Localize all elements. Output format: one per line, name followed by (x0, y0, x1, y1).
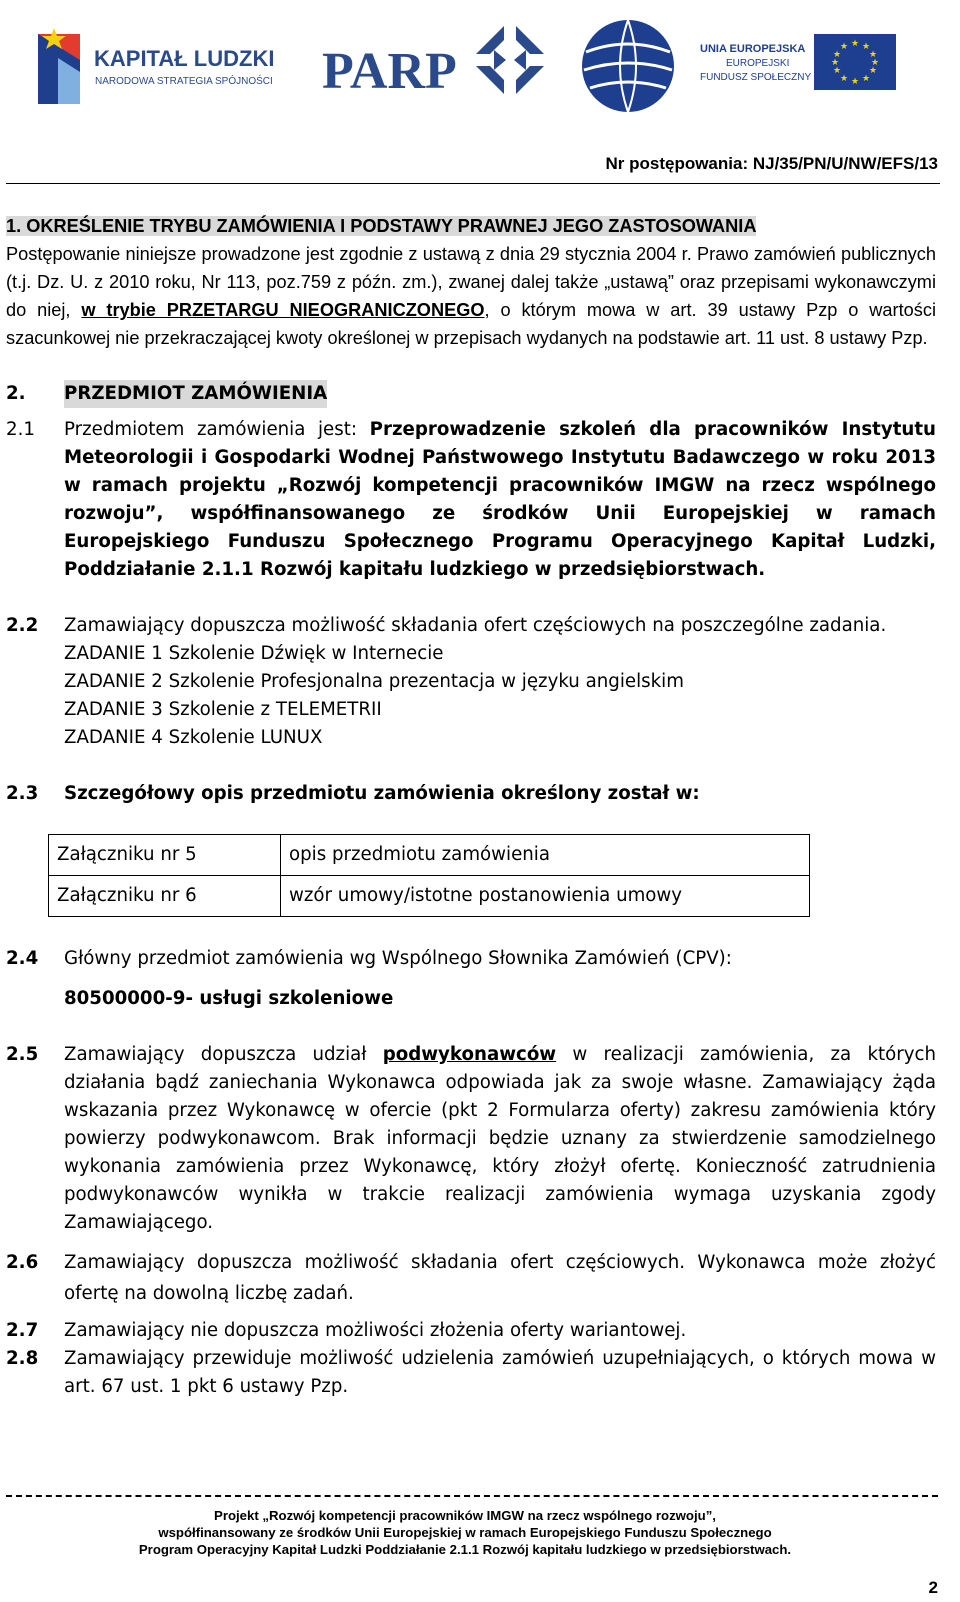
task-1: ZADANIE 1 Szkolenie Dźwięk w Internecie (64, 643, 444, 664)
page-number: 2 (928, 1578, 938, 1597)
procurement-reference-number: Nr postępowania: NJ/35/PN/U/NW/EFS/13 (605, 154, 938, 173)
item-2-8: 2.8 Zamawiający przewiduje możliwość udzielenia zamówień uzupełniających, o których mowa w art. 67 ust. 1 pkt 6 ustawy Pzp. (6, 1348, 936, 1397)
svg-text:FUNDUSZ SPOŁECZNY: FUNDUSZ SPOŁECZNY (700, 72, 812, 83)
attachment-ref: Załączniku nr 6 (49, 876, 281, 917)
svg-text:★: ★ (832, 66, 842, 76)
svg-text:★: ★ (868, 50, 878, 60)
parp-logo (322, 16, 554, 104)
section-1-paragraph: Postępowanie niniejsze prowadzone jest zgodnie z ustawą z dnia 29 stycznia 2004 r. Prawo zamówień publicznych (t.j. Dz. U. z 2010 roku, Nr 113, poz.759 z późn. zm.), zwanej dalej także „ustawą” oraz przepisami wykonawczymi do niej, w trybie PRZETARGU NIEOGRANICZONEGO, o którym mowa w art. 39 ustawy Pzp o wartości szacunkowej nie przekraczającej kwoty określonej w przepisach wydanych na podstawie art. 11 ust. 8 ustawy Pzp. (6, 244, 936, 348)
svg-text:★: ★ (850, 39, 860, 49)
task-3: ZADANIE 3 Szkolenie z TELEMETRII (64, 699, 382, 720)
item-2-2: 2.2 Zamawiający dopuszcza możliwość składania ofert częściowych na poszczególne zadania. ZADANIE 1 Szkolenie Dźwięk w Internecie ZADANIE 2 Szkolenie Profesjonalna prezentacja w języku angielskim ZADANIE 3 Szkolenie z TELEMETRII ZADANIE 4 Szkolenie LUNUX (6, 615, 887, 748)
footer-line-3: Program Operacyjny Kapitał Ludzki Poddziałanie 2.1.1 Rozwój kapitału ludzkiego w przedsiębiorstwach. (138, 1542, 792, 1557)
task-4: ZADANIE 4 Szkolenie LUNUX (64, 727, 323, 748)
logo-bar (0, 0, 960, 130)
header-divider (6, 183, 940, 184)
table-row (49, 876, 810, 917)
attachments-table (48, 834, 810, 917)
tender-mode: w trybie PRZETARGU NIEOGRANICZONEGO (81, 300, 485, 320)
attachment-desc: wzór umowy/istotne postanowienia umowy (281, 876, 810, 917)
item-2-5: 2.5 Zamawiający dopuszcza udział podwykonawców w realizacji zamówienia, za których działania bądź zaniechania Wykonawca odpowiada jak za swoje własne. Zamawiający żąda wskazania przez Wykonawcę w ofercie (pkt 2 Formularza oferty) zakresu zamówienia który powierzy podwykonawcom. Brak informacji będzie uznany za stwierdzenie samodzielnego wykonania zamówienia przez Wykonawcę, który złożył ofertę. Konieczność zatrudnienia podwykonawców wynikła w trakcie realizacji zamówienia wymaga uzyskania zgody Zamawiającego. (6, 1044, 936, 1233)
document-body (6, 212, 936, 1401)
svg-text:★: ★ (861, 42, 871, 52)
item-2-3: 2.3 Szczegółowy opis przedmiotu zamówienia określony został w: (6, 783, 700, 804)
svg-text:★: ★ (839, 42, 849, 52)
eu-logo (700, 34, 896, 90)
svg-text:★: ★ (839, 74, 849, 84)
table-row (49, 835, 810, 876)
item-2-1: 2.1 Przedmiotem zamówienia jest: Przeprowadzenie szkoleń dla pracowników Instytutu Meteorologii i Gospodarki Wodnej Państwowego Instytutu Badawczego w roku 2013 w ramach projektu „Rozwój kompetencji pracowników IMGW na rzecz wspólnego rozwoju”, współfinansowanego ze środków Unii Europejskiej w ramach Europejskiego Funduszu Społecznego Programu Operacyjnego Kapitał Ludzki, Poddziałanie 2.1.1 Rozwój kapitału ludzkiego w przedsiębiorstwach. (6, 419, 937, 580)
footer-divider (6, 1495, 938, 1497)
attachment-ref: Załączniku nr 5 (49, 835, 281, 876)
svg-text:★: ★ (850, 77, 860, 87)
svg-text:★: ★ (832, 50, 842, 60)
svg-text:NARODOWA STRATEGIA SPÓJNOŚCI: NARODOWA STRATEGIA SPÓJNOŚCI (95, 76, 273, 87)
svg-text:UNIA EUROPEJSKA: UNIA EUROPEJSKA (700, 43, 806, 55)
svg-text:★: ★ (830, 58, 840, 68)
section-2-heading: 2. PRZEDMIOT ZAMÓWIENIA (6, 380, 936, 408)
imgw-logo (582, 20, 674, 112)
attachment-desc: opis przedmiotu zamówienia (281, 835, 810, 876)
footer-line-2: współfinansowany ze środków Unii Europejskiej w ramach Europejskiego Funduszu Społecznego (158, 1525, 772, 1540)
kapital-ludzki-logo (38, 28, 274, 104)
footer-line-1: Projekt „Rozwój kompetencji pracowników IMGW na rzecz wspólnego rozwoju”, (214, 1508, 716, 1523)
svg-text:KAPITAŁ LUDZKI: KAPITAŁ LUDZKI (94, 46, 275, 71)
svg-text:★: ★ (868, 66, 878, 76)
item-2-7: 2.7 Zamawiający nie dopuszcza możliwości złożenia oferty wariantowej. (6, 1320, 687, 1341)
logo-graphics (0, 0, 960, 130)
footer (0, 1507, 930, 1558)
task-2: ZADANIE 2 Szkolenie Profesjonalna prezentacja w języku angielskim (64, 671, 684, 692)
svg-text:PARP: PARP (322, 43, 457, 100)
item-2-4: 2.4 Główny przedmiot zamówienia wg Wspólnego Słownika Zamówień (CPV): 80500000-9- usługi szkoleniowe (6, 945, 936, 1013)
section-1-heading: 1. OKREŚLENIE TRYBU ZAMÓWIENIA I PODSTAWY PRAWNEJ JEGO ZASTOSOWANIA (6, 216, 757, 236)
svg-text:EUROPEJSKI: EUROPEJSKI (726, 58, 790, 69)
svg-text:★: ★ (870, 58, 880, 68)
svg-text:★: ★ (861, 74, 871, 84)
item-2-6: 2.6 Zamawiający dopuszcza możliwość składania ofert częściowych. Wykonawca może złożyć ofertę na dowolną liczbę zadań. (6, 1252, 936, 1304)
cpv-code: 80500000-9- usługi szkoleniowe (64, 988, 394, 1009)
